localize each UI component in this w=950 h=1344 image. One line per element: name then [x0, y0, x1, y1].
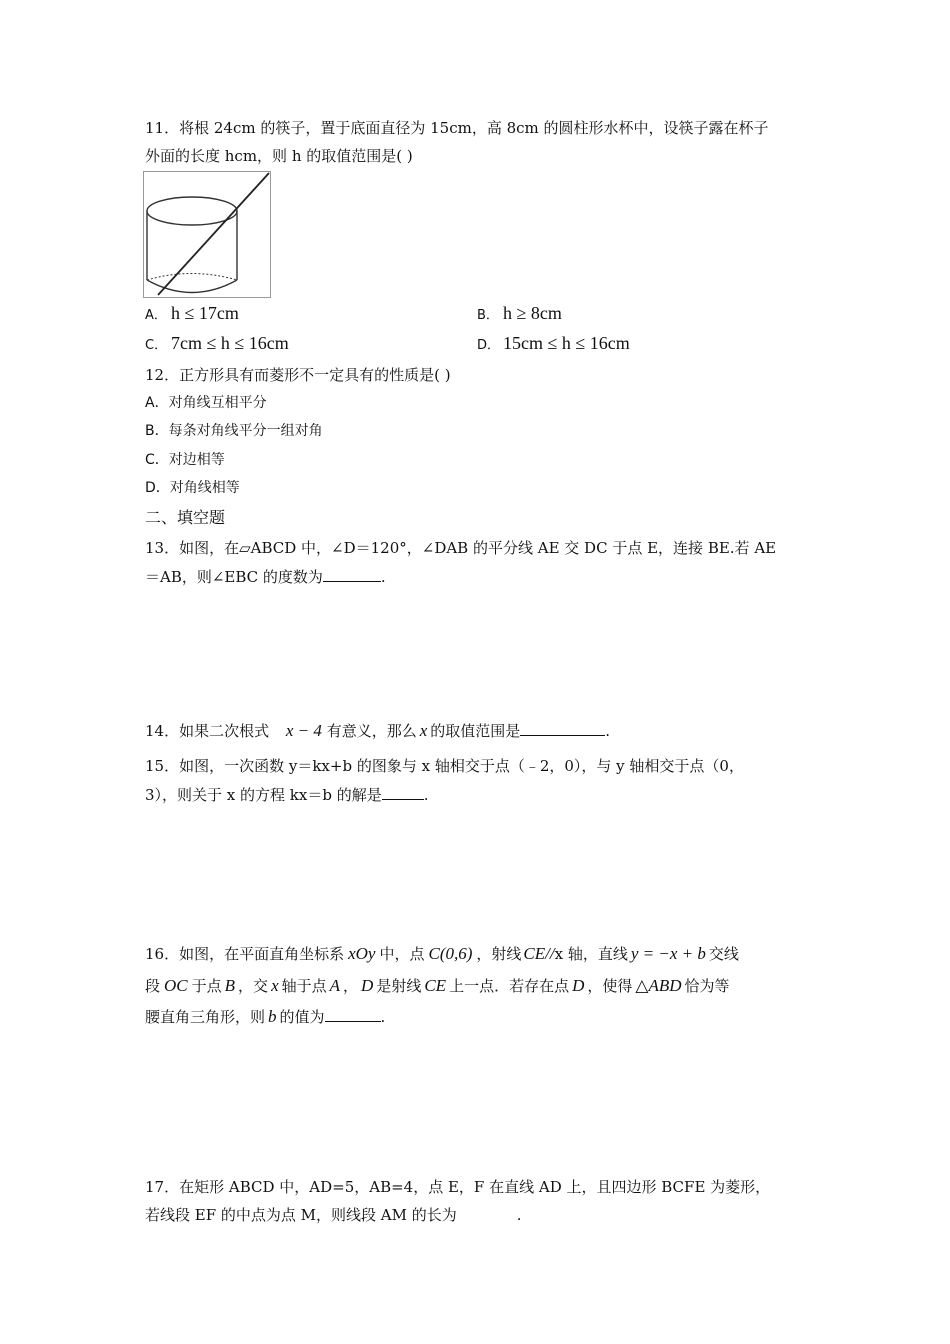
q16-math: CE// — [523, 944, 555, 963]
q15-period: . — [423, 786, 429, 804]
option-label: D． — [477, 338, 501, 353]
q15-stem-line2 — [145, 785, 429, 805]
section-heading-fill-in: 二、填空题 — [145, 508, 226, 527]
q16-math: OC — [164, 976, 188, 995]
option-label: C． — [145, 338, 168, 353]
q13-text: ＝AB，则∠EBC 的度数为 — [145, 568, 323, 586]
q16-math: b — [268, 1007, 277, 1026]
q17-period: . — [516, 1206, 522, 1224]
q14-stem — [145, 721, 610, 741]
q15-text: 3），则关于 x 的方程 kx＝b 的解是 — [145, 786, 382, 804]
q16-math: D — [361, 976, 374, 995]
q16-math: B — [224, 976, 236, 995]
q12-option-d: D．对角线相等 — [145, 480, 240, 496]
q12-option-c: C．对边相等 — [145, 452, 225, 468]
q12-option-b: B．每条对角线平分一组对角 — [145, 423, 323, 439]
q16-text: 轴于点 — [281, 977, 327, 995]
q16-text: ，交 — [238, 977, 269, 995]
q16-text: 中，点 — [379, 945, 425, 963]
q17-stem-line1: 17．在矩形 ABCD 中，AD=5，AB=4，点 E，F 在直线 AD 上，且四边形 BCFE 为菱形， — [145, 1178, 771, 1196]
q16-math: xOy — [348, 944, 376, 963]
q16-math: y = −x + b — [630, 944, 706, 963]
q16-math: CE — [424, 976, 447, 995]
q13-stem-line1: 13．如图，在▱ABCD 中，∠D＝120°，∠DAB 的平分线 AE 交 DC 于点 E，连接 BE.若 AE — [145, 539, 777, 557]
q17-text: 若线段 EF 的中点为点 M，则线段 AM 的长为 — [145, 1206, 457, 1224]
q16-text: 腰直角三角形，则 — [145, 1008, 266, 1026]
q15-answer-blank[interactable] — [382, 785, 424, 800]
q16-text: ，使得 — [587, 977, 633, 995]
q16-math: x — [271, 976, 279, 995]
q16-text: 16．如图，在平面直角坐标系 — [145, 945, 345, 963]
q16-math: A — [329, 976, 341, 995]
q16-period: . — [380, 1008, 386, 1026]
option-label: B． — [477, 308, 499, 323]
q16-text: 于点 — [191, 977, 222, 995]
q16-stem-line2 — [145, 976, 730, 996]
q16-text: 交线 — [708, 945, 739, 963]
option-value: h ≤ 17cm — [171, 303, 239, 323]
q11-stem-line2: 外面的长度 hcm，则 h 的取值范围是( ) — [145, 147, 413, 165]
q14-variable: x — [419, 721, 428, 740]
cup-chopstick-figure — [143, 171, 271, 298]
q16-math: D — [572, 976, 585, 995]
option-value: 7cm ≤ h ≤ 16cm — [171, 333, 289, 353]
q17-stem-line2 — [145, 1205, 522, 1225]
q16-answer-blank[interactable] — [325, 1007, 381, 1022]
q14-period: . — [605, 722, 611, 740]
option-label: A． — [145, 308, 167, 323]
q11-option-a — [145, 303, 239, 324]
q15-stem-line1: 15．如图，一次函数 y＝kx+b 的图象与 x 轴相交于点（﹣2，0），与 y 轴相交于点（0， — [145, 757, 744, 775]
q16-math: C(0,6) — [428, 944, 473, 963]
q16-text: 段 — [145, 977, 161, 995]
q14-answer-blank[interactable] — [520, 721, 605, 736]
q16-text: 的值为 — [279, 1008, 325, 1026]
q14-radicand: x − 4 — [285, 721, 322, 740]
q16-text: ，射线 — [476, 945, 522, 963]
q12-option-a: A．对角线互相平分 — [145, 395, 267, 411]
q13-stem-line2 — [145, 567, 386, 587]
q11-stem-line1: 11．将根 24cm 的筷子，置于底面直径为 15cm，高 8cm 的圆柱形水杯中，设筷子露在杯子 — [145, 119, 769, 137]
q16-text: 恰为等 — [684, 977, 730, 995]
q13-answer-blank[interactable] — [323, 567, 381, 582]
q11-option-c — [145, 333, 289, 354]
q12-stem: 12．正方形具有而菱形不一定具有的性质是( ) — [145, 366, 451, 384]
q16-text: 是射线 — [376, 977, 422, 995]
q16-text: 上一点．若存在点 — [449, 977, 570, 995]
q11-option-b — [477, 303, 562, 324]
q14-prefix: 14．如果二次根式 — [145, 722, 270, 740]
q14-suffix: 的取值范围是 — [430, 722, 521, 740]
q14-mid: 有意义，那么 — [326, 722, 417, 740]
option-value: h ≥ 8cm — [503, 303, 562, 323]
q11-option-d — [477, 333, 630, 354]
q16-stem-line1 — [145, 944, 739, 964]
q16-math: △ABD — [635, 976, 682, 995]
q16-text: x 轴，直线 — [554, 945, 628, 963]
q16-text: ， — [343, 977, 359, 995]
q16-stem-line3 — [145, 1007, 385, 1027]
option-value: 15cm ≤ h ≤ 16cm — [503, 333, 630, 353]
q13-period: . — [380, 568, 386, 586]
